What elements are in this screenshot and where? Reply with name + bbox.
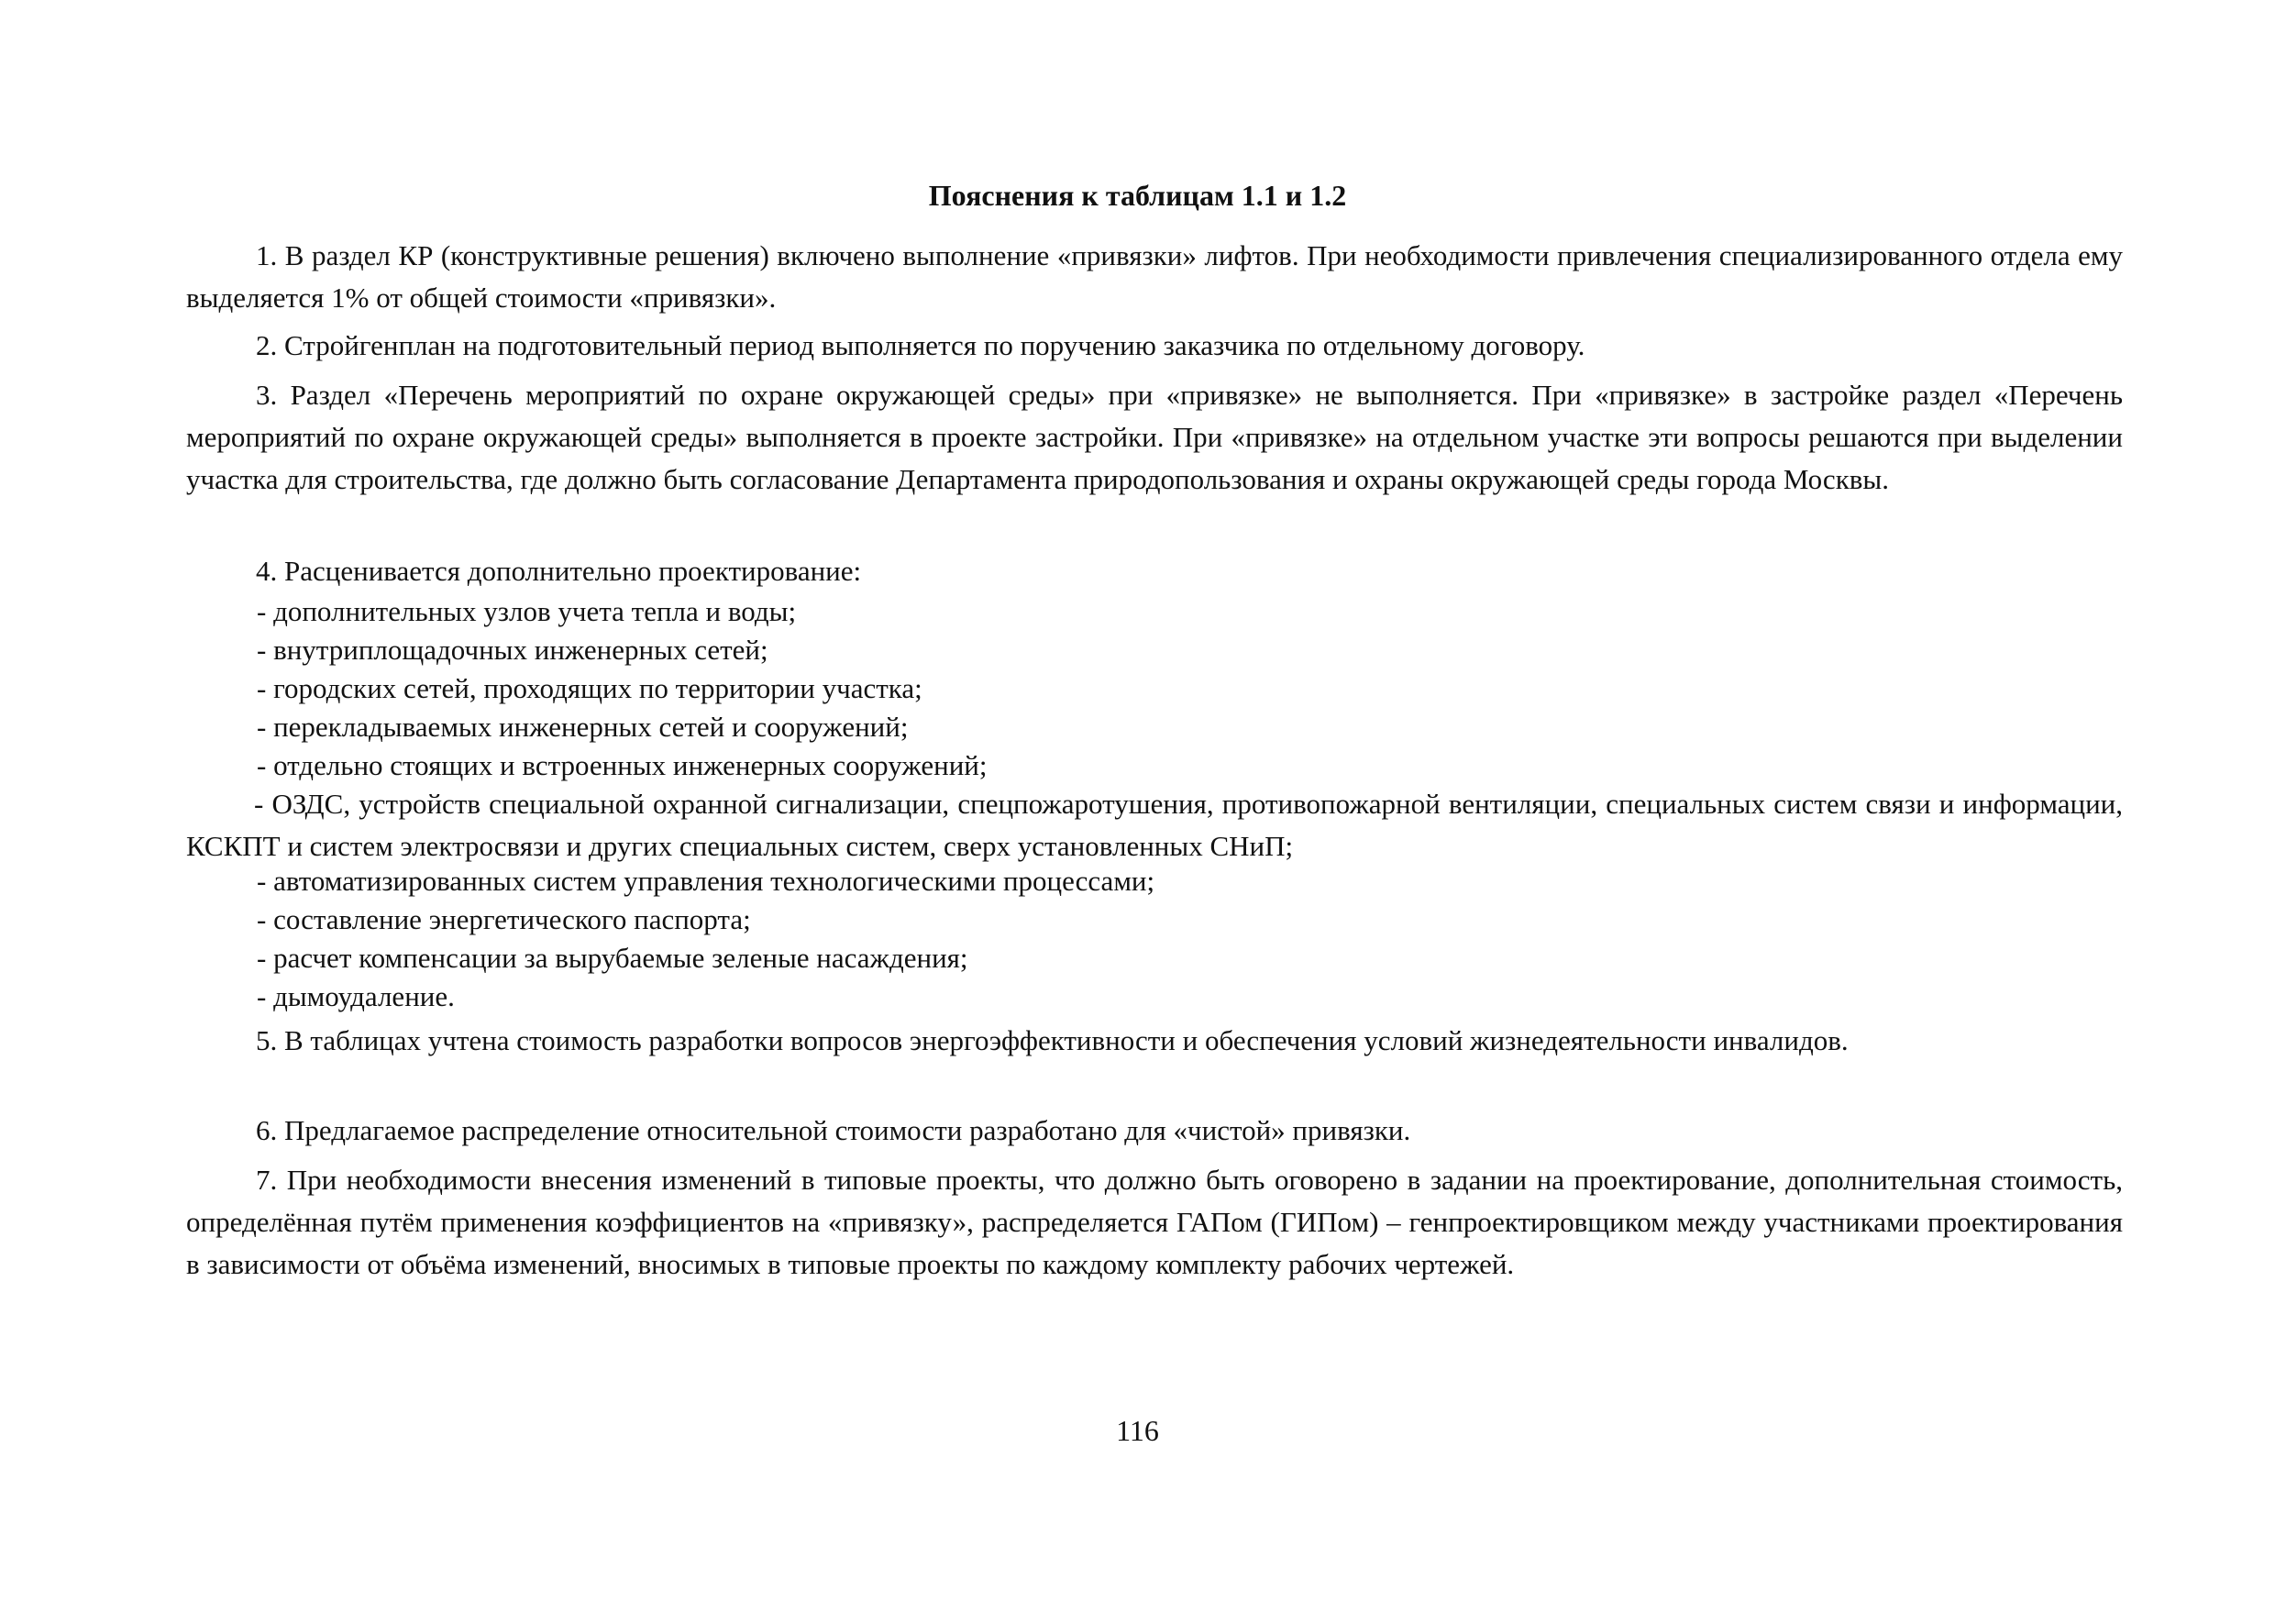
list-item: - расчет компенсации за вырубаемые зеленые насаждения; xyxy=(257,942,968,974)
page-title: Пояснения к таблицам 1.1 и 1.2 xyxy=(928,179,1347,212)
list-item: - внутриплощадочных инженерных сетей; xyxy=(257,634,768,666)
paragraph-2: 2. Стройгенплан на подготовительный период выполняется по поручению заказчика по отдельному договору. xyxy=(256,329,1585,361)
list-item: - городских сетей, проходящих по территории участка; xyxy=(257,672,922,704)
paragraph-5: 5. В таблицах учтена стоимость разработки вопросов энергоэффективности и обеспечения условий жизнедеятельности инвалидов. xyxy=(256,1024,1849,1056)
list-item: - составление энергетического паспорта; xyxy=(257,903,751,935)
list-item: - дополнительных узлов учета тепла и воды; xyxy=(257,595,797,627)
list-item: - перекладываемых инженерных сетей и сооружений; xyxy=(257,711,909,743)
list-item: - отдельно стоящих и встроенных инженерных сооружений; xyxy=(257,749,988,781)
page-number: 116 xyxy=(1116,1414,1159,1447)
paragraph-1: 1. В раздел КР (конструктивные решения) включено выполнение «привязки» лифтов. При необходимости привлечения специализированного отдела ему выделяется 1% от общей стоимости «привязки». xyxy=(186,239,2123,314)
paragraph-6: 6. Предлагаемое распределение относительной стоимости разработано для «чистой» привязки. xyxy=(256,1114,1411,1146)
list-item: - ОЗДС, устройств специальной охранной сигнализации, спецпожаротушения, противопожарной вентиляции, специальных систем связи и информации, КСКПТ и систем электросвязи и других специальных систем, сверх установленных СНиП; xyxy=(186,788,2123,862)
paragraph-3: 3. Раздел «Перечень мероприятий по охране окружающей среды» при «привязке» не выполняется. При «привязке» в застройке раздел «Перечень мероприятий по охране окружающей среды» выполняется в проекте застройки. При «привязке» на отдельном участке эти вопросы решаются при выделении участка для строительства, где должно быть согласование Департамента природопользования и охраны окружающей среды города Москвы. xyxy=(186,379,2123,495)
paragraph-4: 4. Расценивается дополнительно проектирование: xyxy=(256,555,862,587)
list-item: - автоматизированных систем управления технологическими процессами; xyxy=(257,865,1155,897)
list-item: - дымоудаление. xyxy=(257,980,455,1012)
paragraph-7: 7. При необходимости внесения изменений в типовые проекты, что должно быть оговорено в задании на проектирование, дополнительная стоимость, определённая путём применения коэффициентов на «привязку», распределяется ГАПом (ГИПом) – генпроектировщиком между участниками проектирования в зависимости от объёма изменений, вносимых в типовые проекты по каждому комплекту рабочих чертежей. xyxy=(186,1164,2123,1280)
